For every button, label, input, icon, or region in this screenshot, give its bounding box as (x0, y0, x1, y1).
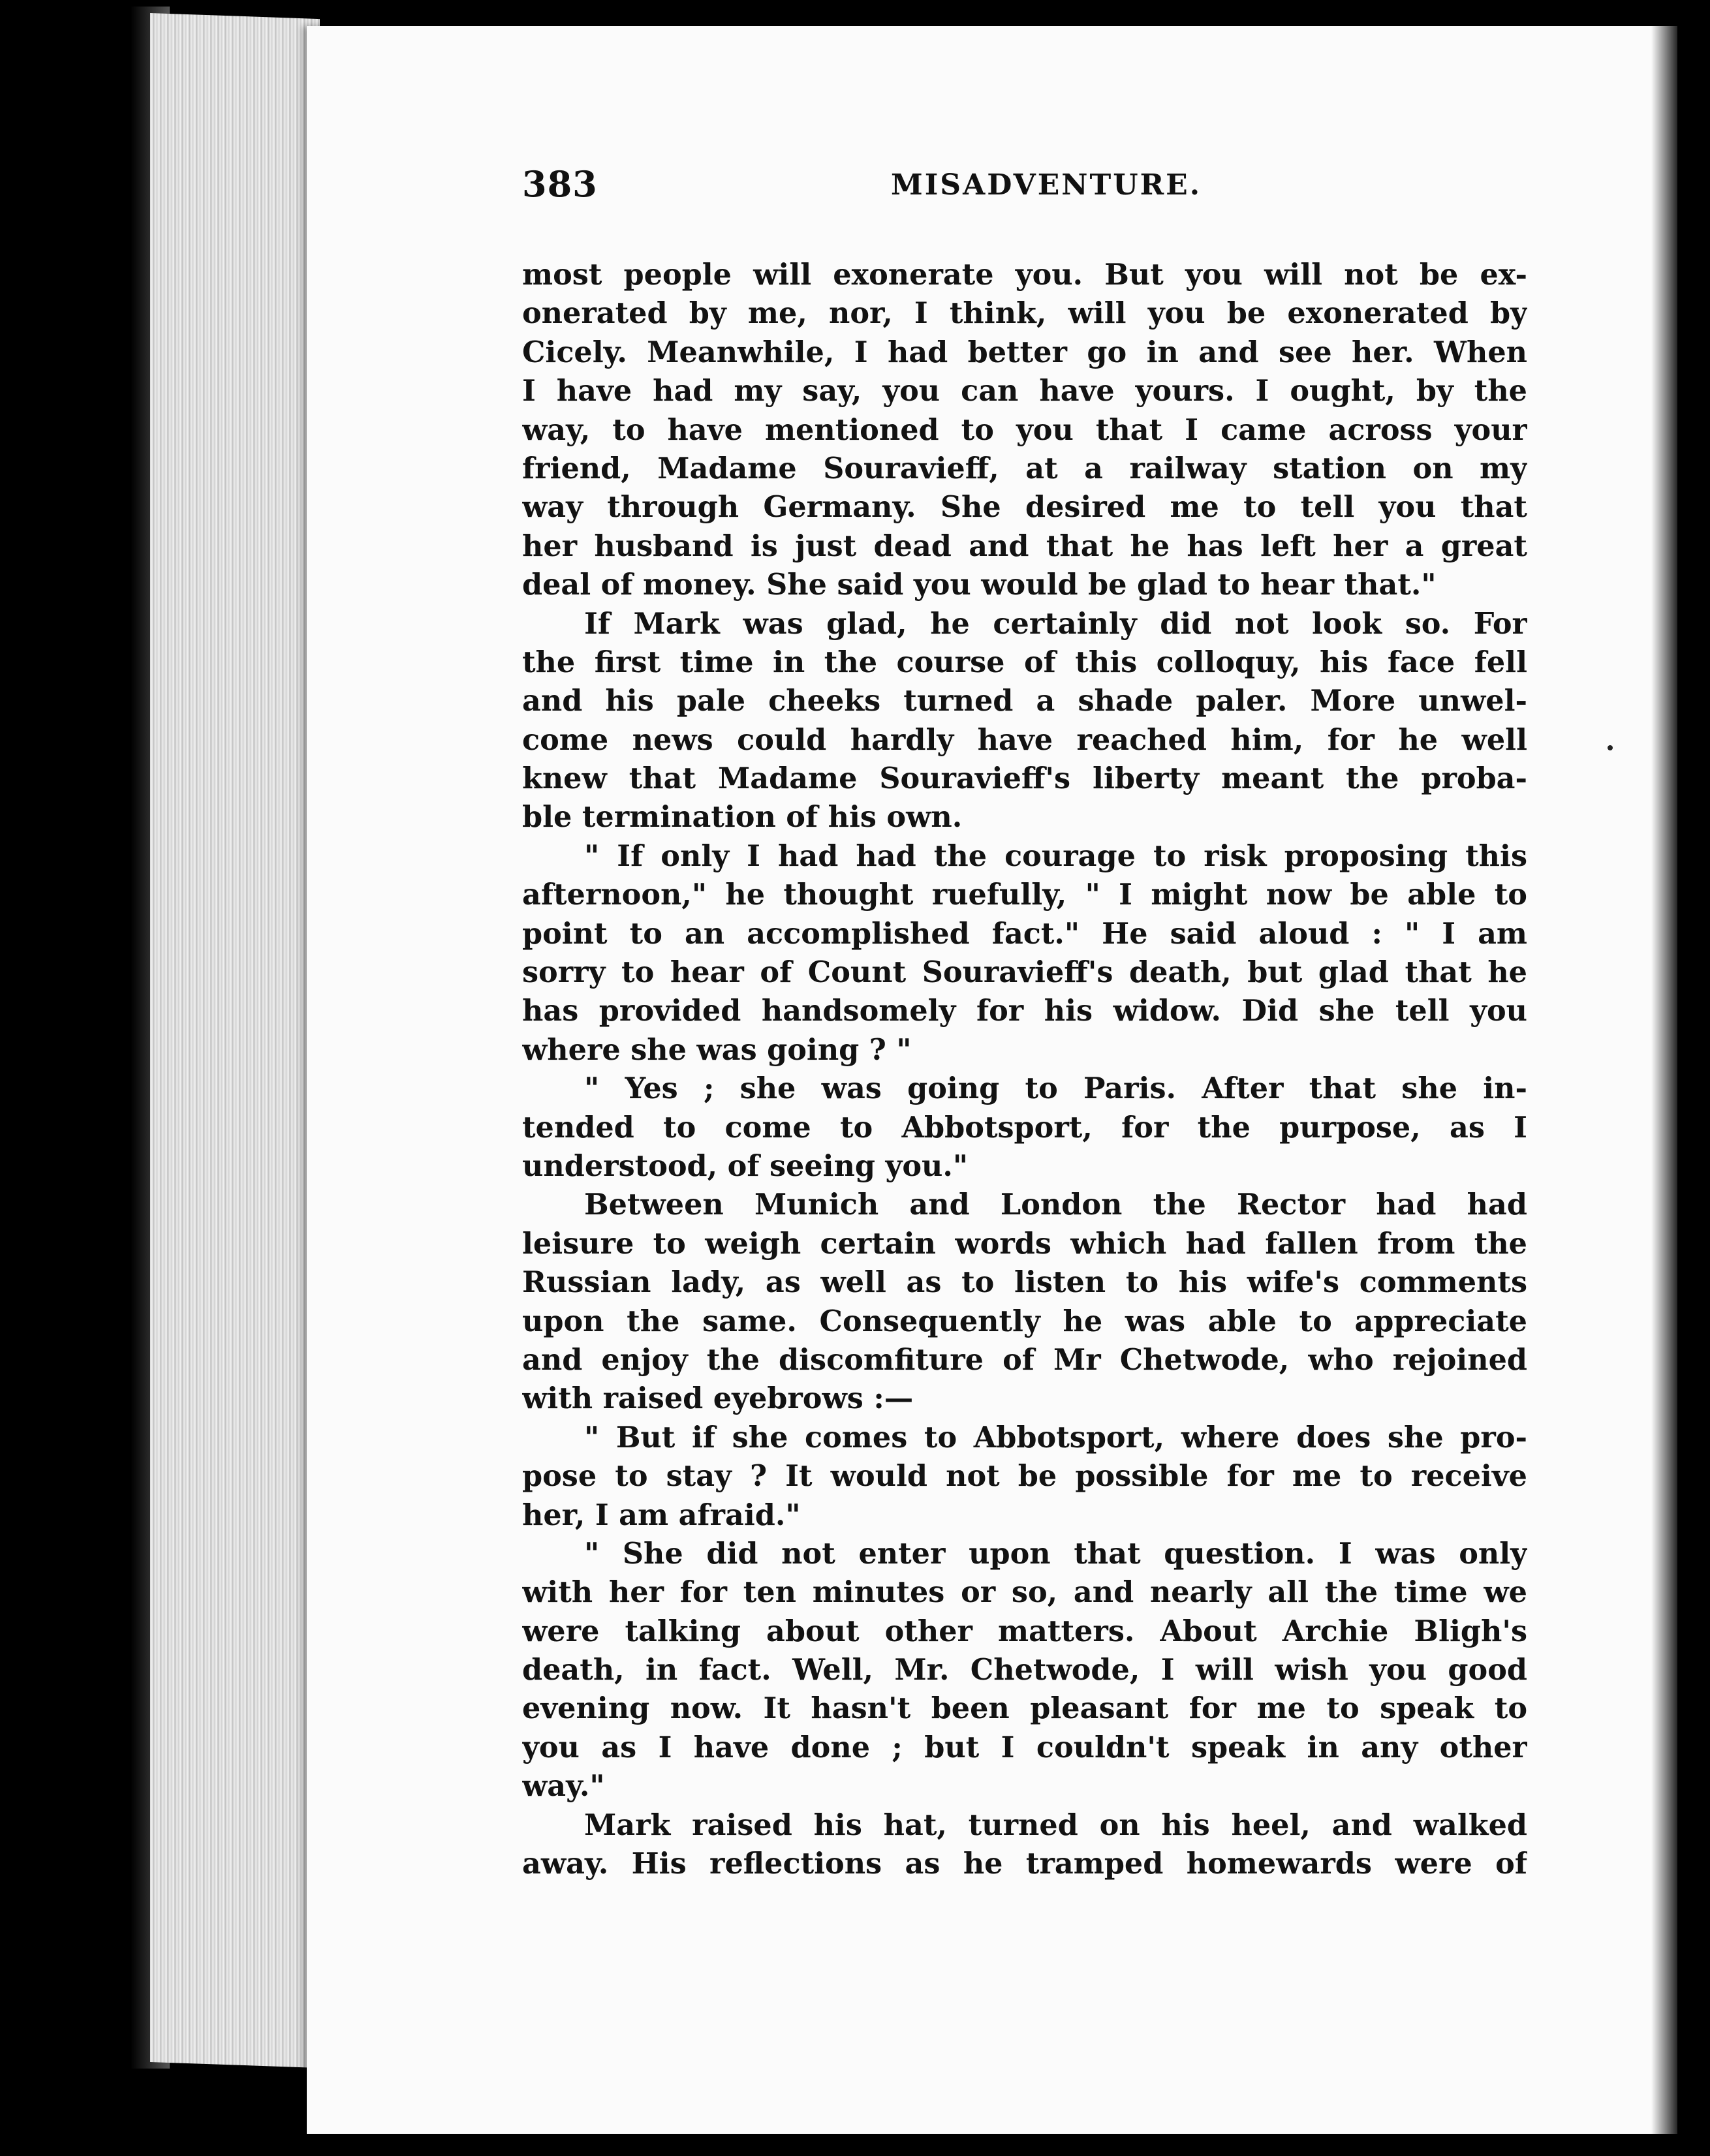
page-gutter-shadow (1651, 26, 1677, 2134)
paragraph-first-line: Mark raised his hat, turned on his heel, and walked (584, 1808, 1527, 1842)
text-line: understood, of seeing you." (522, 1148, 969, 1183)
page-number: 383 (522, 163, 598, 205)
paragraph-first-line: Between Munich and London the Rector had had (584, 1188, 1527, 1222)
text-line: sorry to hear of Count Souravieff's death, but glad that he (522, 955, 1527, 990)
paragraph-first-line: " If only I had had the courage to risk proposing this (584, 839, 1527, 873)
text-line: you as I have done ; but I couldn't speak in any other (522, 1730, 1527, 1764)
text-line: tended to come to Abbotsport, for the purpose, as I (522, 1110, 1527, 1145)
text-line: afternoon," he thought ruefully, " I might now be able to (522, 878, 1527, 912)
text-line: pose to stay ? It would not be possible for me to receive (522, 1459, 1527, 1494)
paragraph-first-line: " Yes ; she was going to Paris. After that she in- (584, 1071, 1527, 1106)
text-line: and enjoy the discomfiture of Mr Chetwode, who rejoined (522, 1342, 1527, 1377)
text-line: were talking about other matters. About Archie Bligh's (522, 1614, 1527, 1648)
text-line: deal of money. She said you would be glad to hear that." (522, 568, 1437, 602)
text-line: ble termination of his own. (522, 800, 963, 835)
text-line: way, to have mentioned to you that I came across your (522, 412, 1527, 447)
text-line: I have had my say, you can have yours. I ought, by the (522, 374, 1527, 408)
book-page-edges (150, 13, 320, 2068)
text-line: evening now. It hasn't been pleasant for me to speak to (522, 1691, 1527, 1726)
page-sheet (307, 26, 1677, 2134)
paragraph-first-line: " She did not enter upon that question. I was only (584, 1536, 1527, 1571)
text-line: point to an accomplished fact." He said aloud : " I am (522, 916, 1527, 951)
text-line: death, in fact. Well, Mr. Chetwode, I will wish you good (522, 1653, 1527, 1687)
body-text (522, 256, 1527, 1883)
text-line: with raised eyebrows :— (522, 1381, 914, 1416)
text-line: the first time in the course of this colloquy, his face fell (522, 645, 1527, 679)
running-head: MISADVENTURE. (891, 168, 1202, 202)
text-line: way through Germany. She desired me to tell you that (522, 490, 1527, 525)
text-line: with her for ten minutes or so, and nearly all the time we (522, 1575, 1527, 1610)
text-line: way." (522, 1769, 605, 1804)
text-line: friend, Madame Souravieff, at a railway station on my (522, 451, 1527, 485)
text-line: come news could hardly have reached him, for he well (522, 722, 1527, 757)
text-line: onerated by me, nor, I think, will you be exonerated by (522, 296, 1527, 331)
text-line: most people will exonerate you. But you will not be ex- (522, 258, 1527, 292)
text-line: and his pale cheeks turned a shade paler. More unwel- (522, 684, 1527, 718)
text-line: knew that Madame Souravieff's liberty meant the proba- (522, 762, 1527, 796)
paragraph-first-line: If Mark was glad, he certainly did not look so. For (584, 606, 1527, 641)
text-line: leisure to weigh certain words which had fallen from the (522, 1226, 1527, 1261)
text-line: Russian lady, as well as to listen to his wife's comments (522, 1265, 1527, 1300)
paragraph-first-line: " But if she comes to Abbotsport, where does she pro- (584, 1420, 1527, 1455)
page-header (522, 163, 1671, 215)
text-line: where she was going ? " (522, 1032, 912, 1067)
text-line: her husband is just dead and that he has left her a great (522, 529, 1527, 563)
text-line: upon the same. Consequently he was able to appreciate (522, 1304, 1527, 1338)
scan-speck (1608, 745, 1613, 750)
text-line: her, I am afraid." (522, 1498, 801, 1532)
text-line: Cicely. Meanwhile, I had better go in and see her. When (522, 335, 1527, 369)
text-line: away. His reflections as he tramped homewards were of (522, 1847, 1527, 1881)
text-line: has provided handsomely for his widow. Did she tell you (522, 994, 1527, 1028)
